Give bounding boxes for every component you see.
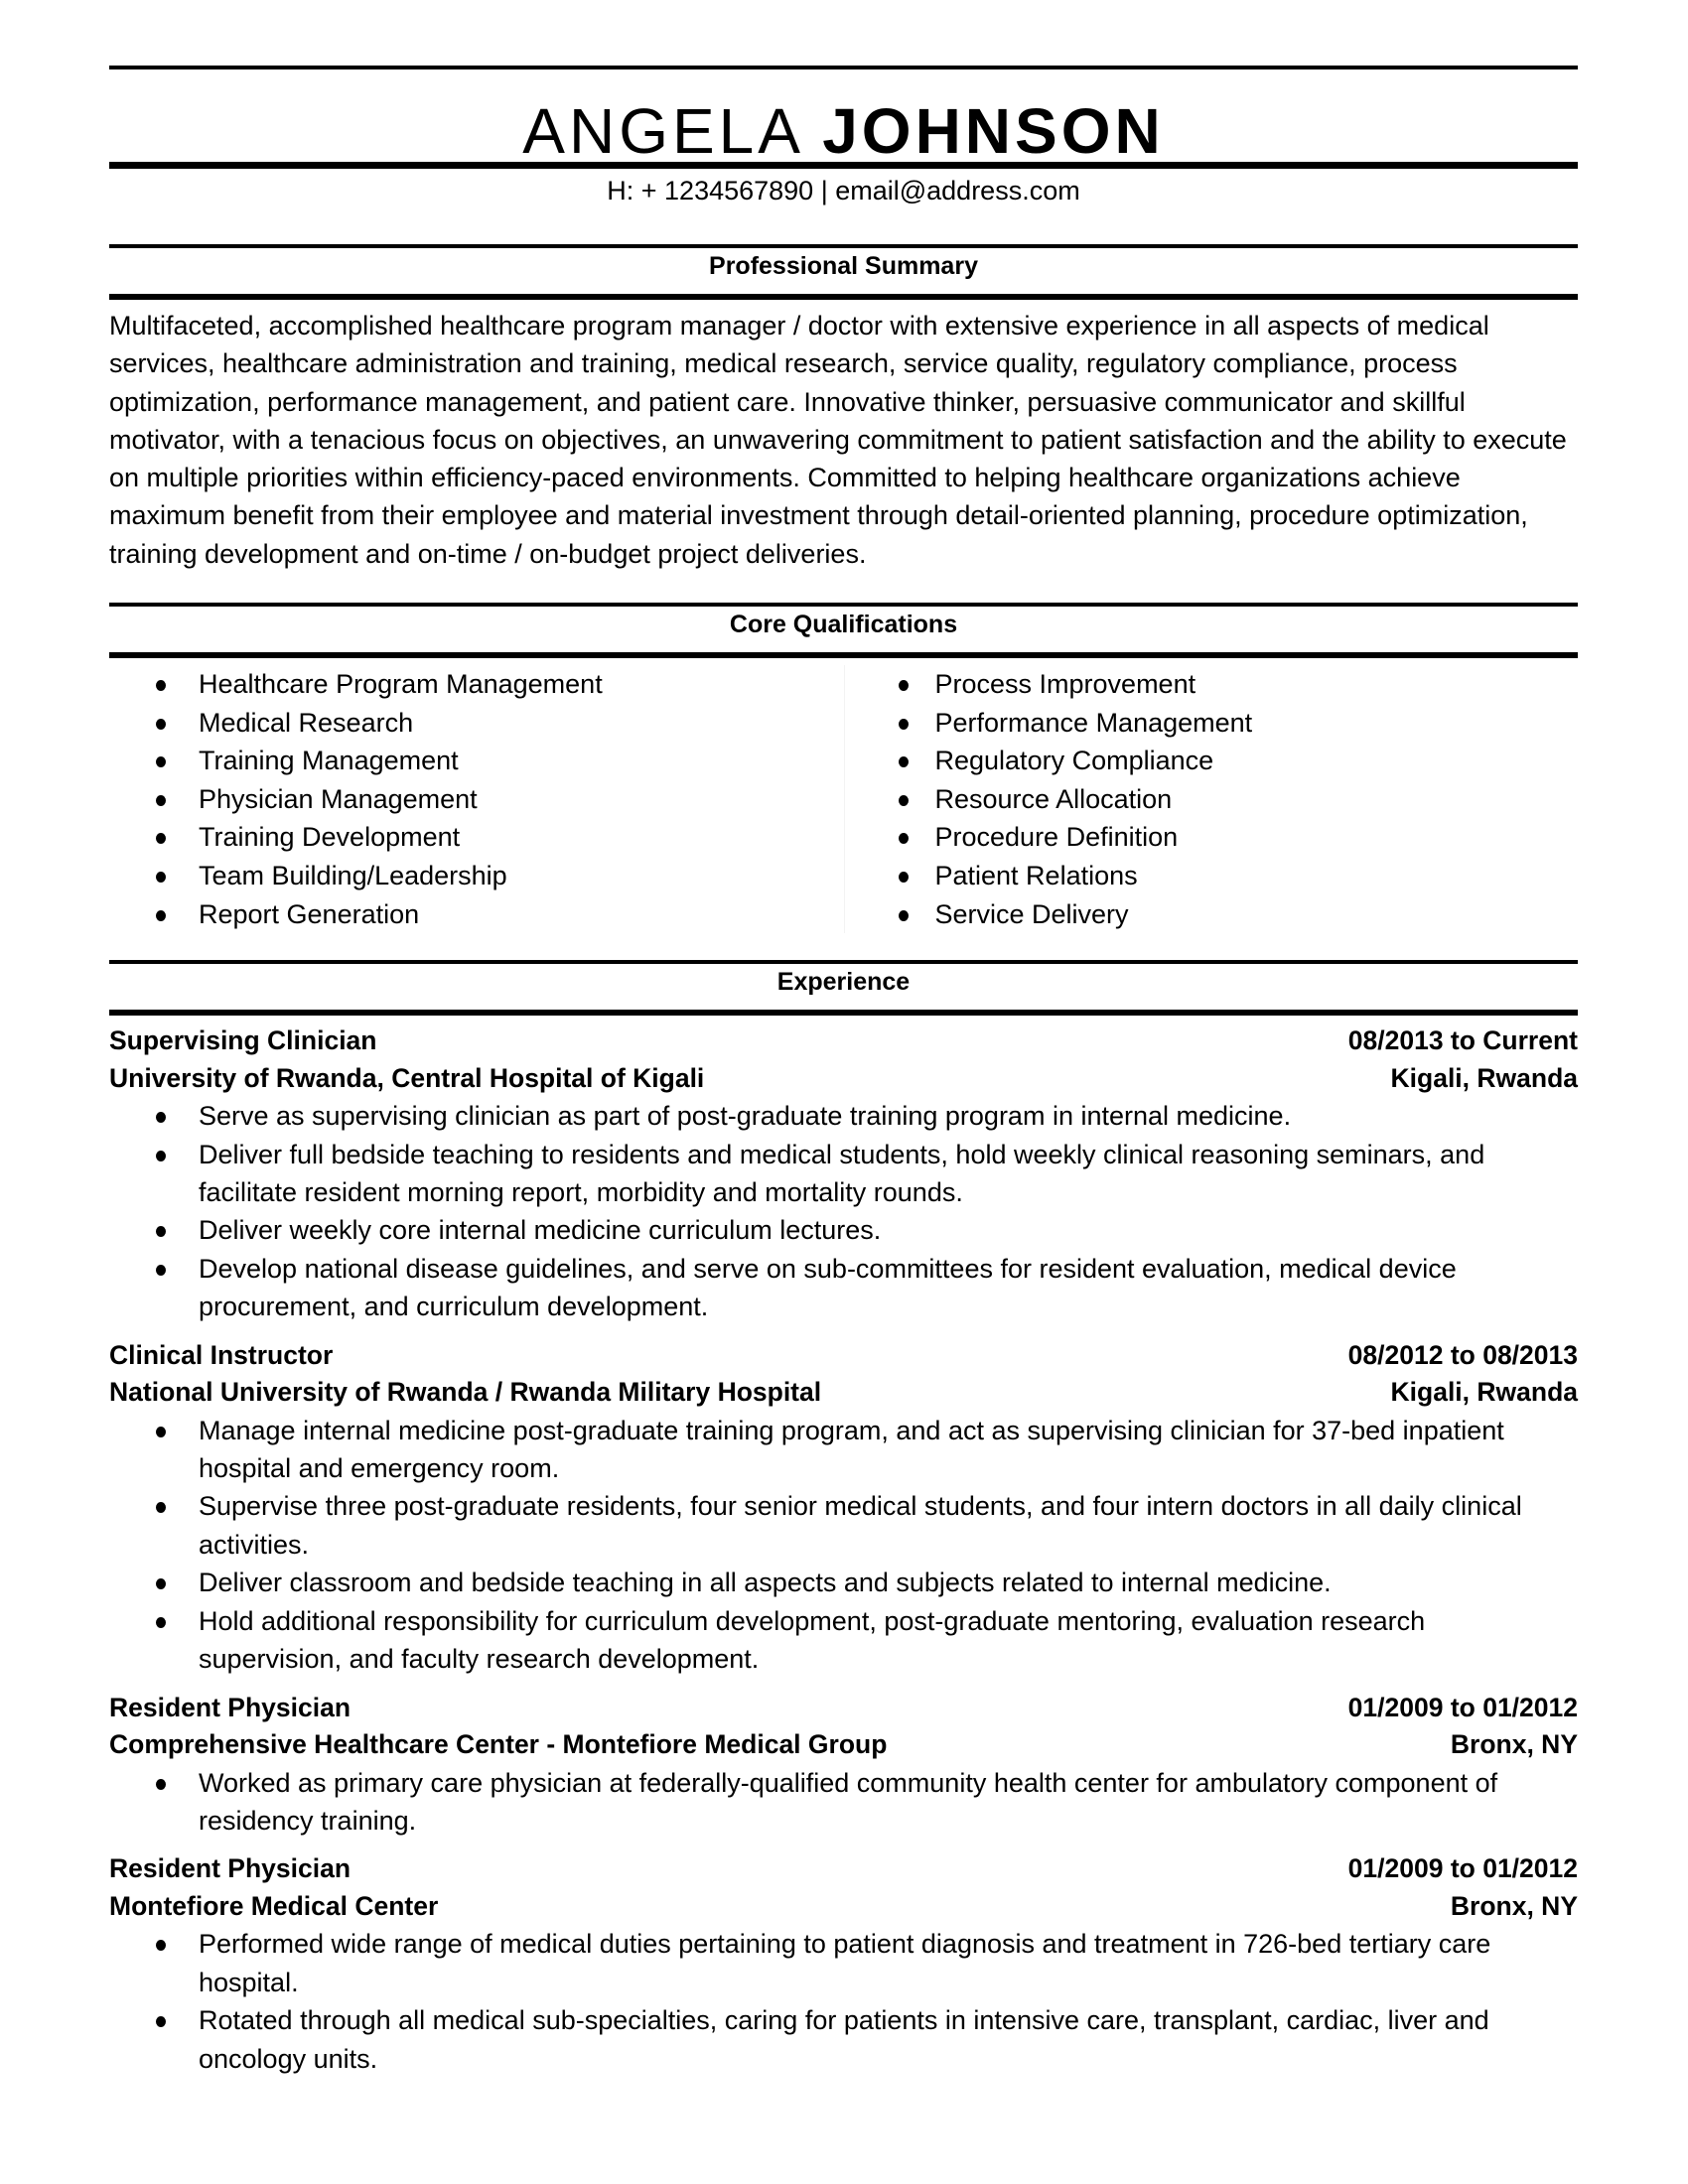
qualification-item: [845, 857, 1579, 895]
summary-text: Multifaceted, accomplished healthcare program manager / doctor with extensive experience in all aspects of medical services, healthcare administration and training, medical research, service quality, regulatory compliance, process optimization, performance management, and patient care. Innovative thinker, persuasive communicator and skillful motivator, with a tenacious focus on objectives, an unwavering commitment to patient satisfaction and the ability to execute on multiple priorities within efficiency-paced environments. Committed to helping healthcare organizations achieve maximum benefit from their employee and material investment through detail-oriented planning, procedure optimization, training development and on-time / on-budget project deliveries.: [109, 311, 1567, 569]
job-location: Bronx, NY: [1450, 1729, 1578, 1760]
bullet-icon: [156, 756, 166, 767]
qualifications-columns: [109, 658, 1578, 933]
qualification-label: Process Improvement: [934, 669, 1196, 700]
qualification-label: Medical Research: [199, 707, 414, 738]
job-bullet-text: Manage internal medicine post-graduate training program, and act as supervising clinician for 37-bed inpatient hospital and emergency room.: [199, 1415, 1504, 1484]
job-location: Kigali, Rwanda: [1390, 1062, 1578, 1093]
job-bullet-text: Performed wide range of medical duties pertaining to patient diagnosis and treatment in 726-bed tertiary care hospital.: [199, 1929, 1491, 1997]
job-employer: Comprehensive Healthcare Center - Montefiore Medical Group: [109, 1729, 888, 1760]
qualification-item: [845, 895, 1579, 934]
job-title-row: [109, 1850, 1578, 1888]
qualification-label: Training Development: [199, 822, 461, 853]
qualification-label: Report Generation: [199, 898, 420, 929]
qualification-item: [845, 780, 1579, 819]
qualification-item: [845, 704, 1579, 743]
bullet-icon: [899, 756, 909, 767]
job-dates: 01/2009 to 01/2012: [1347, 1853, 1578, 1884]
bullet-icon: [899, 872, 909, 883]
job-dates: 01/2009 to 01/2012: [1347, 1692, 1578, 1722]
bullet-icon: [156, 1617, 166, 1628]
qualifications-left-column: [109, 665, 844, 933]
job-employer-row: [109, 1374, 1578, 1412]
qualification-item: [109, 895, 844, 934]
job-bullet-text: Deliver classroom and bedside teaching in all aspects and subjects related to internal medicine.: [199, 1568, 1332, 1598]
job-title-row: [109, 1690, 1578, 1727]
qualification-item: [109, 742, 844, 780]
qualification-item: [109, 704, 844, 743]
job-title: Resident Physician: [109, 1853, 352, 1884]
last-name: JOHNSON: [822, 95, 1165, 167]
bullet-icon: [156, 872, 166, 883]
job-bullet: [109, 1211, 1578, 1249]
bullet-icon: [156, 680, 166, 691]
job-bullet: [109, 1564, 1578, 1601]
bullet-icon: [899, 795, 909, 806]
job-bullets: [109, 1764, 1578, 1841]
qualification-item: [109, 665, 844, 704]
bullet-icon: [156, 1779, 166, 1790]
qualification-label: Healthcare Program Management: [199, 669, 603, 700]
job-entry: [109, 1337, 1578, 1679]
job-bullet-text: Deliver weekly core internal medicine curriculum lectures.: [199, 1215, 882, 1246]
qualification-label: Procedure Definition: [934, 822, 1179, 853]
qualification-label: Regulatory Compliance: [934, 746, 1214, 776]
qualification-label: Resource Allocation: [934, 783, 1173, 814]
experience-section: [109, 960, 1578, 2078]
qualification-item: [845, 742, 1579, 780]
section-heading: Professional Summary: [709, 252, 978, 280]
qualification-item: [845, 818, 1579, 857]
job-bullet-text: Worked as primary care physician at federally-qualified community health center for ambulatory component of residency training.: [199, 1767, 1498, 1836]
bullet-icon: [156, 1151, 166, 1161]
job-title-row: [109, 1337, 1578, 1375]
bullet-icon: [899, 719, 909, 730]
job-entry: [109, 1850, 1578, 2078]
qualifications-right-column: [844, 665, 1579, 933]
job-bullet: [109, 1602, 1578, 1679]
job-title-row: [109, 1023, 1578, 1060]
resume-page: [109, 66, 1578, 2089]
candidate-name: [109, 69, 1578, 167]
bullet-icon: [899, 680, 909, 691]
first-name: ANGELA: [522, 95, 801, 167]
qualification-label: Service Delivery: [934, 898, 1129, 929]
qualification-label: Team Building/Leadership: [199, 861, 507, 891]
job-bullets: [109, 1412, 1578, 1679]
job-title: Supervising Clinician: [109, 1025, 377, 1056]
job-bullet-text: Hold additional responsibility for curriculum development, post-graduate mentoring, evaluation research supervision, and faculty research development.: [199, 1605, 1426, 1675]
job-bullet-text: Rotated through all medical sub-specialties, caring for patients in intensive care, transplant, cardiac, liver and oncology units.: [199, 2005, 1489, 2074]
job-employer-row: [109, 1726, 1578, 1764]
section-heading: Experience: [776, 968, 911, 997]
job-dates: 08/2013 to Current: [1347, 1025, 1578, 1056]
job-bullets: [109, 1925, 1578, 2078]
bullet-icon: [156, 1265, 166, 1276]
qualification-item: [109, 818, 844, 857]
job-bullet: [109, 1097, 1578, 1135]
bullet-icon: [156, 1502, 166, 1513]
bullet-icon: [156, 1940, 166, 1951]
bullet-icon: [899, 833, 909, 844]
qualification-label: Performance Management: [934, 707, 1253, 738]
job-employer-row: [109, 1888, 1578, 1926]
bullet-icon: [156, 833, 166, 844]
bullet-icon: [156, 719, 166, 730]
job-bullet: [109, 1136, 1578, 1212]
bullet-icon: [156, 2016, 166, 2027]
job-dates: 08/2012 to 08/2013: [1347, 1339, 1578, 1370]
job-bullet-text: Serve as supervising clinician as part of post-graduate training program in internal medicine.: [199, 1101, 1292, 1132]
job-bullet: [109, 1412, 1578, 1488]
job-bullet-text: Deliver full bedside teaching to residents and medical students, hold weekly clinical reasoning seminars, and facilitate resident morning report, morbidity and mortality rounds.: [199, 1139, 1485, 1208]
job-entry: [109, 1690, 1578, 1841]
job-title: Clinical Instructor: [109, 1339, 334, 1370]
qualification-item: [109, 857, 844, 895]
job-location: Kigali, Rwanda: [1390, 1377, 1578, 1408]
job-employer-row: [109, 1060, 1578, 1098]
bullet-icon: [156, 1427, 166, 1437]
bullet-icon: [156, 795, 166, 806]
job-employer: National University of Rwanda / Rwanda Military Hospital: [109, 1377, 822, 1408]
job-employer: University of Rwanda, Central Hospital of Kigali: [109, 1062, 705, 1093]
bullet-icon: [156, 910, 166, 921]
job-bullet-text: Develop national disease guidelines, and serve on sub-committees for resident evaluation, medical device procurement, and curriculum development.: [199, 1253, 1457, 1322]
job-title: Resident Physician: [109, 1692, 352, 1722]
bullet-icon: [156, 1226, 166, 1237]
qualifications-section: [109, 603, 1578, 933]
job-bullet: [109, 2001, 1578, 2078]
job-location: Bronx, NY: [1450, 1890, 1578, 1921]
job-bullet-text: Supervise three post-graduate residents, four senior medical students, and four intern doctors in all daily clinical activities.: [199, 1491, 1522, 1560]
job-employer: Montefiore Medical Center: [109, 1890, 439, 1921]
qualification-item: [109, 780, 844, 819]
experience-list: [109, 1016, 1578, 2078]
contact-line: H: + 1234567890 | email@address.com: [607, 176, 1080, 205]
qualification-label: Training Management: [199, 746, 459, 776]
qualification-item: [845, 665, 1579, 704]
job-bullets: [109, 1097, 1578, 1325]
bullet-icon: [899, 910, 909, 921]
job-bullet: [109, 1250, 1578, 1326]
bullet-icon: [156, 1578, 166, 1589]
summary-section: [109, 244, 1578, 573]
qualification-label: Physician Management: [199, 783, 478, 814]
job-entry: [109, 1023, 1578, 1325]
bullet-icon: [156, 1112, 166, 1123]
qualification-label: Patient Relations: [934, 861, 1138, 891]
job-bullet: [109, 1925, 1578, 2001]
section-heading: Core Qualifications: [729, 611, 958, 639]
job-bullet: [109, 1764, 1578, 1841]
job-bullet: [109, 1487, 1578, 1564]
